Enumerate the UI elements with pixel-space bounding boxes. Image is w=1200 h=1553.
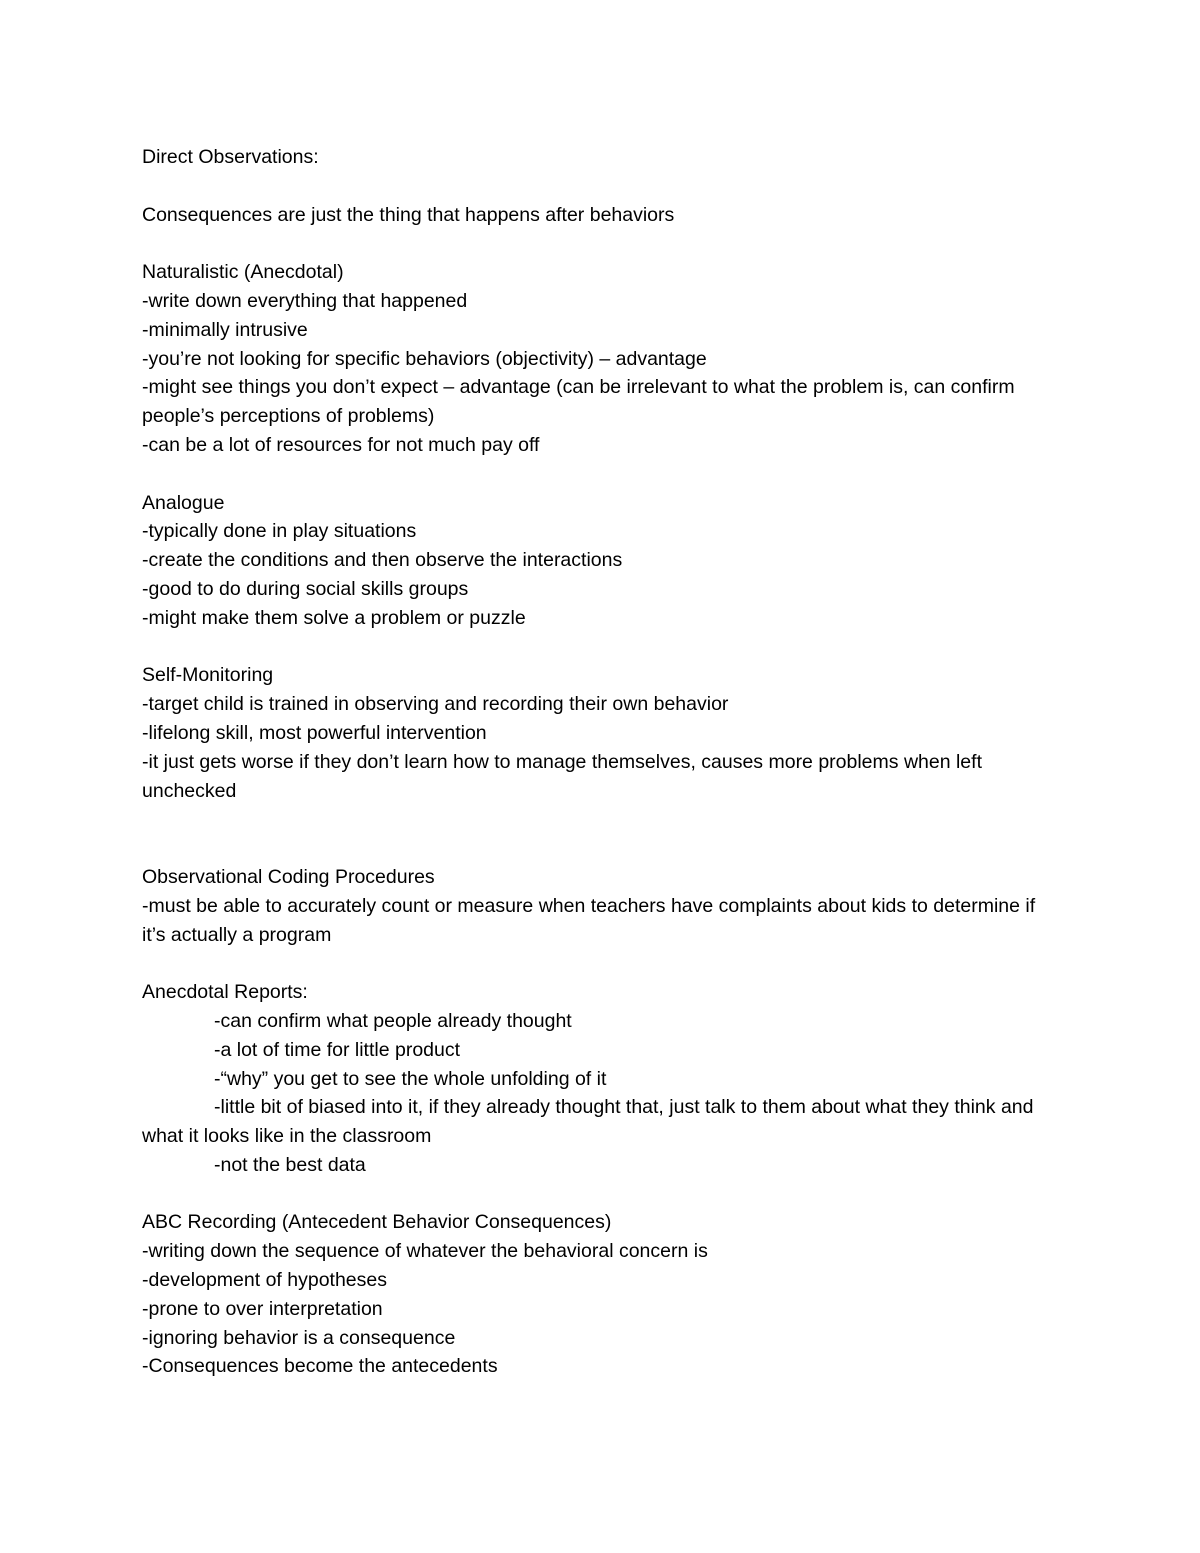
blank-line <box>142 172 1057 201</box>
blank-line <box>142 805 1057 834</box>
section-heading-self-monitoring: Self-Monitoring <box>142 664 274 687</box>
section-heading-coding-procedures: Observational Coding Procedures <box>142 865 435 888</box>
analogue-line: -might make them solve a problem or puzzle <box>142 606 526 629</box>
naturalistic-line: -might see things you don’t expect – advantage (can be irrelevant to what the problem is, can confirm people’s perceptions of problems) <box>142 376 1020 428</box>
naturalistic-line: -you’re not looking for specific behaviors (objectivity) – advantage <box>142 347 707 370</box>
abc-recording-line: -development of hypotheses <box>142 1269 387 1292</box>
abc-recording-line: -prone to over interpretation <box>142 1297 383 1320</box>
blank-line <box>142 1180 1057 1209</box>
section-heading-naturalistic: Naturalistic (Anecdotal) <box>142 261 344 284</box>
anecdotal-reports-line: -not the best data <box>214 1153 366 1176</box>
document-body <box>142 143 1057 1381</box>
blank-line <box>142 229 1057 258</box>
coding-procedures-line: -must be able to accurately count or measure when teachers have complaints about kids to determine if it’s actually a program <box>142 894 1041 946</box>
anecdotal-reports-line: -“why” you get to see the whole unfolding of it <box>214 1067 607 1090</box>
blank-line <box>142 834 1057 863</box>
naturalistic-line: -write down everything that happened <box>142 289 468 312</box>
analogue-line: -typically done in play situations <box>142 520 417 543</box>
anecdotal-reports-line: -little bit of biased into it, if they already thought that, just talk to them about what they think and what it looks like in the classroom <box>142 1096 1039 1148</box>
section-heading-analogue: Analogue <box>142 491 225 514</box>
anecdotal-reports-line: -can confirm what people already thought <box>214 1009 572 1032</box>
blank-line <box>142 633 1057 662</box>
abc-recording-line: -ignoring behavior is a consequence <box>142 1326 456 1349</box>
document-title: Direct Observations: <box>142 146 319 168</box>
section-heading-anecdotal-reports: Anecdotal Reports: <box>142 981 308 1004</box>
self-monitoring-line: -lifelong skill, most powerful intervention <box>142 721 487 744</box>
intro-text: Consequences are just the thing that happens after behaviors <box>142 203 675 226</box>
analogue-line: -good to do during social skills groups <box>142 577 469 600</box>
section-heading-abc-recording: ABC Recording (Antecedent Behavior Consequences) <box>142 1211 612 1234</box>
anecdotal-reports-line: -a lot of time for little product <box>214 1038 461 1061</box>
self-monitoring-line: -it just gets worse if they don’t learn how to manage themselves, causes more problems when left unchecked <box>142 750 988 802</box>
naturalistic-line: -minimally intrusive <box>142 318 308 341</box>
naturalistic-line: -can be a lot of resources for not much pay off <box>142 433 540 456</box>
analogue-line: -create the conditions and then observe the interactions <box>142 549 623 572</box>
self-monitoring-line: -target child is trained in observing and recording their own behavior <box>142 693 729 716</box>
blank-line <box>142 949 1057 978</box>
blank-line <box>142 460 1057 489</box>
abc-recording-line: -writing down the sequence of whatever the behavioral concern is <box>142 1240 708 1263</box>
abc-recording-line: -Consequences become the antecedents <box>142 1355 498 1378</box>
